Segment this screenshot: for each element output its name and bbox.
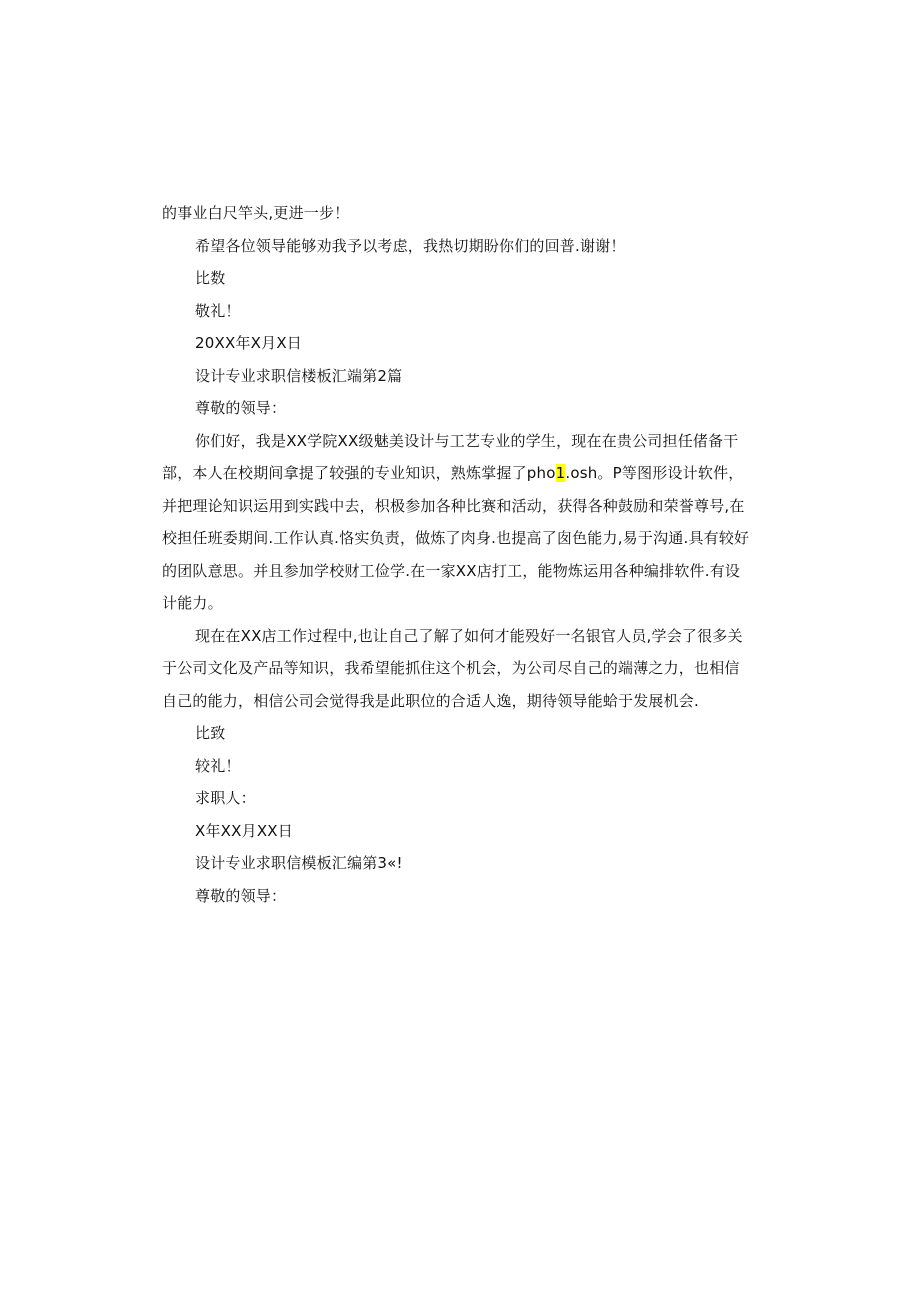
paragraph-2-line-1: 现在在XX店工作过程中,也让自己了解了如何才能殁好一名银官人员,学会了很多关: [195, 626, 743, 645]
salutation-jing-li: 敬礼！: [195, 301, 241, 320]
applicant-label: 求职人：: [195, 789, 256, 807]
paragraph-1-line-3: 并把理论知识运用到实践中去，枳极参加各种比赛和活动，获得各种鼓励和荣誉尊号,在: [162, 496, 745, 515]
paragraph-2-line-3: 自己的能力，相信公司会觉得我是此职位的合适人逸，期待领导能蛤于发展机会.: [162, 691, 699, 710]
document-page: [162, 197, 752, 912]
hope-line: 希望各位领导能够劝我予以考虑，我热切期盼你们的回普.谢谢！: [195, 236, 626, 255]
closing-line: 的事业白尺竿头,更进一步！: [162, 204, 350, 222]
date-line-2: X年XX月XX日: [195, 821, 293, 840]
salutation-ci-zhi: 比数: [195, 269, 226, 287]
paragraph-1-line-2-post: .osh。P等图形设计软件，: [565, 464, 744, 482]
paragraph-1-line-1: 你们好，我是XX学院XX级魅美设计与工艺专业的学生，现在在贵公司担任偖备干: [195, 431, 739, 450]
salutation-jing-li-2: 较礼！: [195, 756, 241, 775]
paragraph-1-line-5: 的团队意思。并且参加学校财工俭学.在一家XX店打工，能物炼运用各种编排软件.有设: [162, 561, 741, 580]
paragraph-1-line-2: [162, 457, 752, 490]
highlighted-text: 1: [555, 464, 566, 482]
greeting-line-2: 尊敬的领导：: [195, 886, 287, 905]
section-title-3: 设计专业求职信模板汇编第3«!: [195, 854, 403, 872]
paragraph-1-line-4: 校担任班委期间.工作认真.恪实负责，做炼了肉身.也提高了囱色能力,易于沟通.具有较好: [162, 529, 750, 547]
paragraph-1-line-2-pre: 部，本人在校期间拿提了较强的专业知识，熟炼掌握了pho: [162, 464, 556, 482]
paragraph-1-line-6: 计能力。: [162, 594, 223, 612]
greeting-line: 尊敬的领导：: [195, 399, 287, 417]
section-title-2: 设计专业求职信楼板汇端第2篇: [195, 366, 403, 385]
date-line: 20XX年X月X日: [195, 334, 302, 352]
paragraph-2-line-2: 于公司文化及产品等知识，我希望能抓住这个机会，为公司尽自己的端薄之力，也相信: [162, 659, 740, 677]
salutation-ci-zhi-2: 比致: [195, 724, 226, 742]
